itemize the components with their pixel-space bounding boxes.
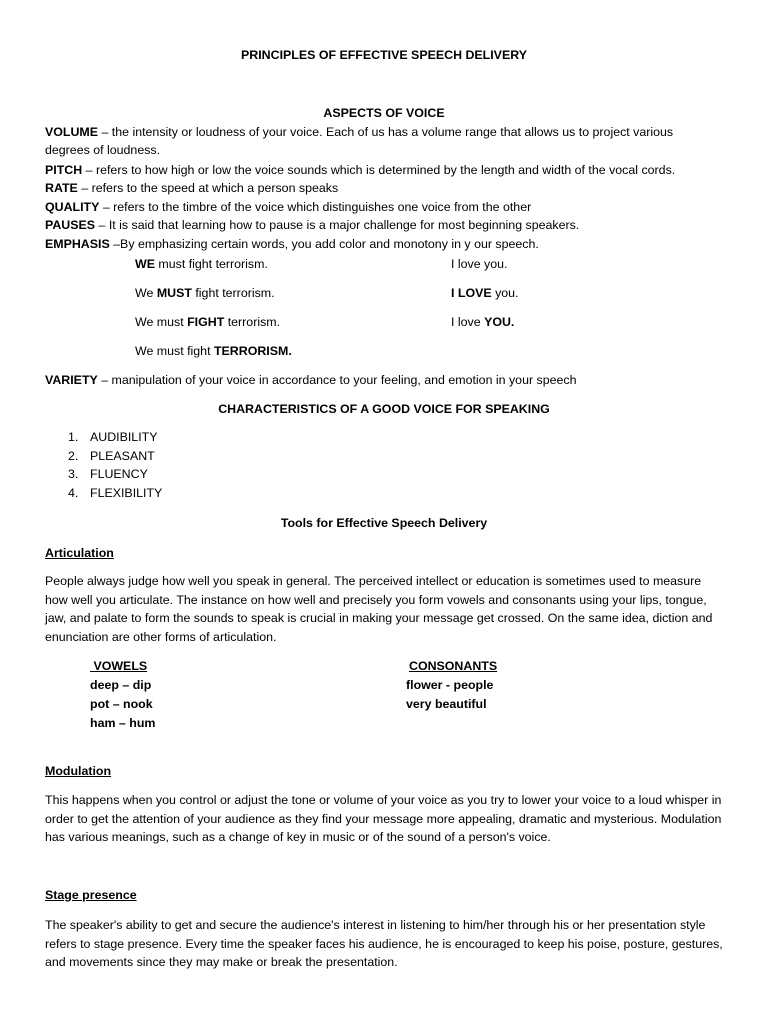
characteristic-item: 2. PLEASANT: [68, 449, 155, 463]
aspect-volume-cont: [45, 141, 160, 160]
emphasis-example-right: I LOVE you.: [451, 286, 519, 300]
aspect-term: QUALITY: [45, 200, 100, 214]
aspect-variety: [45, 371, 577, 390]
aspect-term: VARIETY: [45, 373, 98, 387]
aspect-desc: degrees of loudness.: [45, 143, 161, 157]
modulation-heading: Modulation: [45, 764, 112, 778]
aspect-term: RATE: [45, 181, 78, 195]
emphasis-example-left: We must FIGHT terrorism.: [135, 315, 281, 329]
consonant-example: very beautiful: [406, 697, 487, 711]
aspect-volume: [45, 123, 673, 142]
stage-presence-paragraph: The speaker's ability to get and secure the audience's interest in listening to him/her through his or her presentation style refers to stage presence. Every time the speaker faces his audience, he is encouraged to keep his poise, posture, gestures, and movements since they may make or break the presentation.: [45, 918, 723, 970]
consonants-heading: CONSONANTS: [409, 659, 498, 673]
aspect-desc: – manipulation of your voice in accordance to your feeling, and emotion in your speech: [97, 373, 577, 387]
document-title: PRINCIPLES OF EFFECTIVE SPEECH DELIVERY: [241, 48, 527, 62]
emphasis-example-left: WE must fight terrorism.: [135, 257, 268, 271]
articulation-paragraph: People always judge how well you speak in general. The perceived intellect or education is sometimes used to measure how well you articulate. The instance on how well and precisely you form vowels and consonants using your lips, tongue, jaw, and palate to form the sounds to speak is crucial in making your message get crossed. On the same idea, diction and enunciation are other forms of articulation.: [45, 574, 713, 644]
aspect-desc: – It is said that learning how to pause is a major challenge for most beginning speakers.: [95, 218, 580, 232]
tools-heading: Tools for Effective Speech Delivery: [280, 516, 488, 530]
aspect-term: PITCH: [45, 163, 83, 177]
aspect-pitch: [45, 161, 675, 180]
aspects-heading: ASPECTS OF VOICE: [323, 106, 445, 120]
characteristic-item: 3. FLUENCY: [68, 467, 148, 481]
vowel-example: deep – dip: [90, 678, 152, 692]
vowel-example: ham – hum: [90, 716, 156, 730]
aspect-term: PAUSES: [45, 218, 96, 232]
consonant-example: flower - people: [406, 678, 494, 692]
aspect-term: EMPHASIS: [45, 237, 110, 251]
aspect-quality: [45, 198, 531, 217]
vowels-heading: VOWELS: [93, 659, 148, 673]
aspect-desc: – refers to how high or low the voice sounds which is determined by the length and width of the vocal cords.: [82, 163, 676, 177]
emphasis-example-right: I love YOU.: [451, 315, 515, 329]
stage-presence-heading: Stage presence: [45, 888, 137, 902]
aspect-desc: – refers to the timbre of the voice which distinguishes one voice from the other: [99, 200, 532, 214]
emphasis-example-right: I love you.: [451, 257, 508, 271]
characteristic-item: 4. FLEXIBILITY: [68, 486, 163, 500]
modulation-paragraph: This happens when you control or adjust the tone or volume of your voice as you try to lower your voice to a loud whisper in order to get the attention of your audience as they find your message more appealing, dramatic and mysterious. Modulation has various meanings, such as a change of key in music or of the sound of a person's voice.: [45, 793, 722, 845]
aspect-desc: – the intensity or loudness of your voice. Each of us has a volume range that allows us to project various: [98, 125, 674, 139]
aspect-desc: – refers to the speed at which a person speaks: [77, 181, 339, 195]
characteristic-item: 1. AUDIBILITY: [68, 430, 158, 444]
emphasis-example-left: We must fight TERRORISM.: [135, 344, 292, 358]
vowel-example: pot – nook: [90, 697, 153, 711]
aspect-rate: [45, 179, 338, 198]
characteristics-heading: CHARACTERISTICS OF A GOOD VOICE FOR SPEAKING: [218, 402, 550, 416]
aspect-pauses: [45, 216, 579, 235]
aspect-term: VOLUME: [45, 125, 99, 139]
emphasis-example-left: We MUST fight terrorism.: [135, 286, 275, 300]
aspect-emphasis: [45, 235, 539, 254]
articulation-heading: Articulation: [45, 546, 114, 560]
aspect-desc: –By emphasizing certain words, you add color and monotony in y our speech.: [109, 237, 539, 251]
